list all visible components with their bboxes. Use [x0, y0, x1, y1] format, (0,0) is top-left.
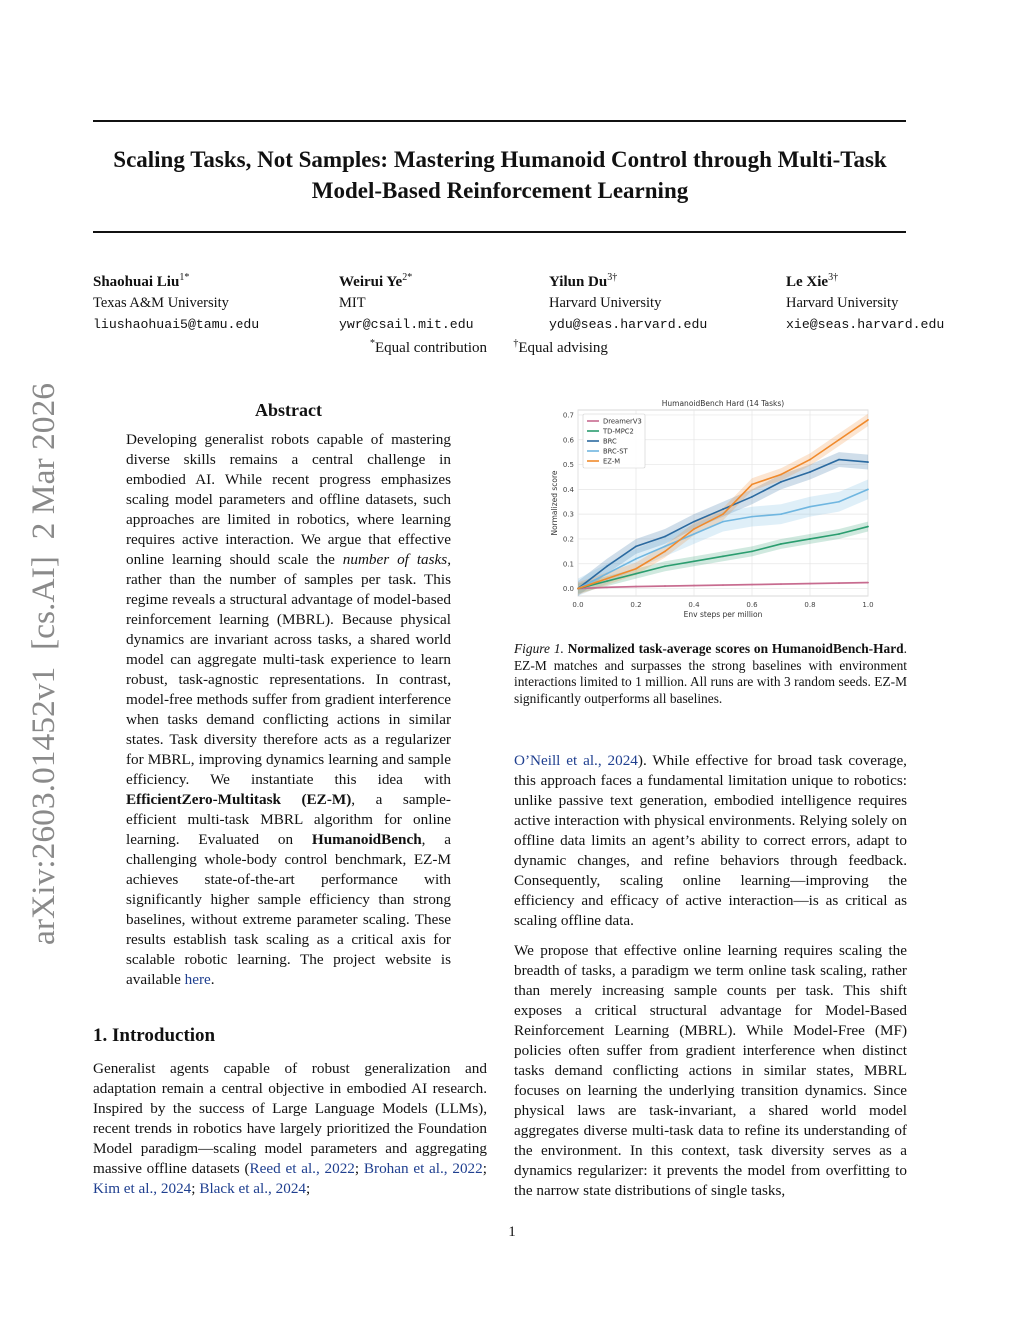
y-tick-label: 0.0: [562, 585, 574, 594]
author-1: [93, 267, 259, 335]
data-point: [809, 583, 811, 585]
data-point: [606, 580, 608, 582]
y-tick-label: 0.1: [562, 560, 574, 569]
citation-separator: ;: [306, 1180, 311, 1197]
data-point: [635, 546, 637, 548]
data-point: [722, 555, 724, 557]
data-point: [838, 582, 840, 584]
author-mark: 2*: [402, 272, 413, 283]
right-paragraph-1: [514, 751, 907, 931]
project-website-link[interactable]: here: [184, 971, 211, 988]
equal-contribution-text: Equal contribution: [375, 340, 488, 356]
data-point: [867, 526, 869, 528]
abstract-text-5: .: [210, 971, 215, 988]
data-point: [751, 496, 753, 498]
author-name: Weirui Ye: [339, 273, 403, 290]
citation-separator: ;: [482, 1160, 487, 1177]
data-point: [867, 461, 869, 463]
legend-label: EZ-M: [603, 457, 621, 466]
data-point: [606, 573, 608, 575]
data-point: [751, 516, 753, 518]
paper-title: Scaling Tasks, Not Samples: Mastering Humanoid Control through Multi-Task Model-Based Reinforcement Learning: [113, 147, 887, 203]
arxiv-stamp-text: arXiv:2603.01452v1 [cs.AI] 2 Mar 2026: [26, 391, 62, 945]
x-tick-label: 0.6: [746, 601, 758, 609]
data-point: [867, 419, 869, 421]
figure-1-chart: [548, 396, 878, 628]
abstract-text-1: Developing generalist robots capable of mastering diverse skills remains a central challenge in embodied AI. While recent progress emphasizes scaling model parameters and offline datasets, such approaches are limited in robotics, where learning requires active interaction. We argue that effective online learning should scale the: [126, 431, 451, 568]
equal-contribution-mark: *: [370, 338, 375, 349]
method-name: EfficientZero-Multitask (EZ-M): [126, 791, 352, 808]
author-email[interactable]: xie@seas.harvard.edu: [786, 316, 945, 332]
data-point: [780, 543, 782, 545]
data-point: [635, 568, 637, 570]
data-point: [693, 585, 695, 587]
chart-title: HumanoidBench Hard (14 Tasks): [661, 399, 785, 408]
citation-brohan[interactable]: Brohan et al., 2022: [363, 1160, 483, 1177]
data-point: [635, 586, 637, 588]
author-affiliation: Harvard University: [786, 294, 899, 311]
legend-label: DreamerV3: [603, 417, 642, 426]
author-name: Yilun Du: [549, 273, 608, 290]
data-point: [693, 560, 695, 562]
x-axis-label: Env steps per million: [683, 610, 763, 619]
data-point: [664, 585, 666, 587]
author-email[interactable]: ydu@seas.harvard.edu: [549, 316, 708, 332]
abstract-text-4: , a challenging whole-body control benchmark, EZ-M achieves state-of-the-art performance with significantly higher sample efficiency than strong baselines, without extreme parameter scaling. These results establish task scaling as a critical axis for scalable robotic learning. The project website is available: [126, 831, 451, 988]
data-point: [664, 546, 666, 548]
right-text-1: ). While effective for broad task coverage, this approach faces a fundamental limitation unique to robotics: unlike passive text generation, embodied intelligence requires active interaction with physical environments. Relying solely on offline data limits an agent’s ability to correct errors, adapt to dynamic changes, and refine behaviors through feedback. Consequently, scaling online learning—improving the efficiency and efficacy of active interaction—is as critical as scaling offline data.: [514, 752, 907, 929]
author-mark: 1*: [179, 272, 190, 283]
citation-separator: ;: [191, 1180, 200, 1197]
data-point: [664, 550, 666, 552]
data-point: [577, 588, 579, 590]
figure-caption-text: . EZ-M matches and surpasses the strong baselines with environment interactions limited to 1 million. All runs are with 3 random seeds. EZ-M significantly outperforms all baselines.: [514, 641, 907, 706]
data-point: [722, 513, 724, 515]
data-point: [867, 488, 869, 490]
abstract-emphasis: number of tasks: [342, 551, 448, 568]
right-text-2: We propose that effective online learning requires scaling the breadth of tasks, a paradigm we term online task scaling, rather than merely increasing sample counts per task. This shift exposes a critical structural advantage for Model-Based Reinforcement Learning (MBRL). While Model-Free (MF) policies often suffer from gradient interference when distinct tasks demand conflicting actions in similar states, MBRL focuses on learning the underlying transition dynamics. Since physical laws are task-invariant, a shared world model aggregates diverse multi-task data to refine its understanding of the environment. In this context, task diversity serves as a dynamics regularizer: it prevents the model from overfitting to the narrow state distributions of single tasks,: [514, 942, 907, 1199]
citation-separator: ;: [354, 1160, 364, 1177]
y-tick-label: 0.6: [562, 436, 574, 445]
x-tick-label: 0.4: [688, 601, 700, 609]
author-mark: 3†: [828, 272, 839, 283]
author-email[interactable]: liushaohuai5@tamu.edu: [93, 316, 260, 332]
figure-caption-bold: Normalized task-average scores on HumanoidBench-Hard: [567, 641, 904, 656]
data-point: [693, 521, 695, 523]
citation-oneill[interactable]: O’Neill et al., 2024: [514, 752, 638, 769]
benchmark-name: HumanoidBench: [311, 831, 422, 848]
data-point: [606, 578, 608, 580]
y-tick-label: 0.4: [562, 485, 574, 494]
data-point: [838, 439, 840, 441]
top-rule: [93, 120, 906, 122]
intro-heading: 1. Introduction: [93, 1025, 216, 1046]
intro-body: [93, 1059, 487, 1199]
citation-reed[interactable]: Reed et al., 2022: [249, 1160, 355, 1177]
data-point: [751, 550, 753, 552]
data-point: [809, 471, 811, 473]
author-3: [549, 267, 707, 335]
data-point: [635, 573, 637, 575]
data-point: [606, 565, 608, 567]
legend-label: BRC-ST: [603, 447, 628, 456]
data-point: [751, 484, 753, 486]
data-point: [867, 582, 869, 584]
author-name: Le Xie: [786, 273, 829, 290]
author-affiliation: Texas A&M University: [93, 294, 229, 311]
data-point: [838, 459, 840, 461]
figure-label: Figure 1.: [514, 641, 564, 656]
data-point: [780, 474, 782, 476]
data-point: [606, 586, 608, 588]
data-point: [780, 513, 782, 515]
title-bottom-rule: [93, 231, 906, 233]
data-point: [809, 538, 811, 540]
arxiv-stamp: [22, 380, 64, 945]
x-tick-label: 1.0: [862, 601, 874, 609]
data-point: [693, 533, 695, 535]
data-point: [809, 506, 811, 508]
abstract-heading: Abstract: [255, 400, 322, 420]
data-point: [780, 481, 782, 483]
abstract-text-2: , rather than the number of samples per task. This regime reveals a structural advantage of model-based reinforcement learning (MBRL). Because physical dynamics are invariant across tasks, a shared world model can aggregate multi-task experience to learn robust, task-agnostic representations. In contrast, model-free methods suffer from gradient interference when tasks demand conflicting actions in similar states. Task diversity therefore acts as a regularizer for MBRL, improving dynamics learning and sample efficiency. We instantiate this idea with: [126, 551, 451, 788]
data-point: [664, 565, 666, 567]
author-mark: 3†: [607, 272, 618, 283]
data-point: [809, 459, 811, 461]
equal-advising-text: Equal advising: [518, 340, 608, 356]
citation-kim[interactable]: Kim et al., 2024: [93, 1180, 192, 1197]
equal-contribution-note: [370, 338, 608, 357]
y-tick-label: 0.3: [562, 510, 574, 519]
data-point: [664, 536, 666, 538]
x-tick-label: 0.2: [630, 601, 642, 609]
citation-black[interactable]: Black et al., 2024: [199, 1180, 307, 1197]
y-axis-label: Normalized score: [550, 470, 559, 536]
y-tick-label: 0.5: [562, 461, 574, 470]
data-point: [722, 521, 724, 523]
data-point: [722, 508, 724, 510]
data-point: [693, 528, 695, 530]
author-email[interactable]: ywr@csail.mit.edu: [339, 316, 474, 332]
right-paragraph-2: [514, 941, 907, 1201]
intro-text: Generalist agents capable of robust generalization and adaptation remain a central objective in embodied AI research. Inspired by the success of Large Language Models (LLMs), recent trends in robotics have largely prioritized the Foundation Model paradigm—scaling model parameters and aggregating massive offline datasets (: [93, 1060, 487, 1177]
data-point: [780, 583, 782, 585]
page-number: 1: [508, 1224, 516, 1240]
data-point: [838, 501, 840, 503]
author-affiliation: MIT: [339, 294, 366, 311]
abstract-body: [126, 430, 451, 990]
data-point: [635, 558, 637, 560]
chart-svg: [548, 396, 878, 628]
abstract-text-3: , a sample-efficient multi-task MBRL algorithm for online learning. Evaluated on: [126, 791, 451, 848]
x-tick-label: 0.0: [572, 601, 584, 609]
data-point: [751, 584, 753, 586]
data-point: [838, 533, 840, 535]
y-tick-label: 0.7: [562, 411, 574, 420]
equal-advising-mark: †: [513, 338, 519, 349]
author-2: [339, 267, 474, 335]
legend-label: TD-MPC2: [603, 427, 634, 436]
figure-caption: [514, 641, 907, 707]
author-affiliation: Harvard University: [549, 294, 662, 311]
author-4: [786, 267, 944, 335]
x-tick-label: 0.8: [804, 601, 816, 609]
y-tick-label: 0.2: [562, 535, 574, 544]
author-name: Shaohuai Liu: [93, 273, 180, 290]
data-point: [722, 584, 724, 586]
legend-label: BRC: [603, 437, 617, 446]
